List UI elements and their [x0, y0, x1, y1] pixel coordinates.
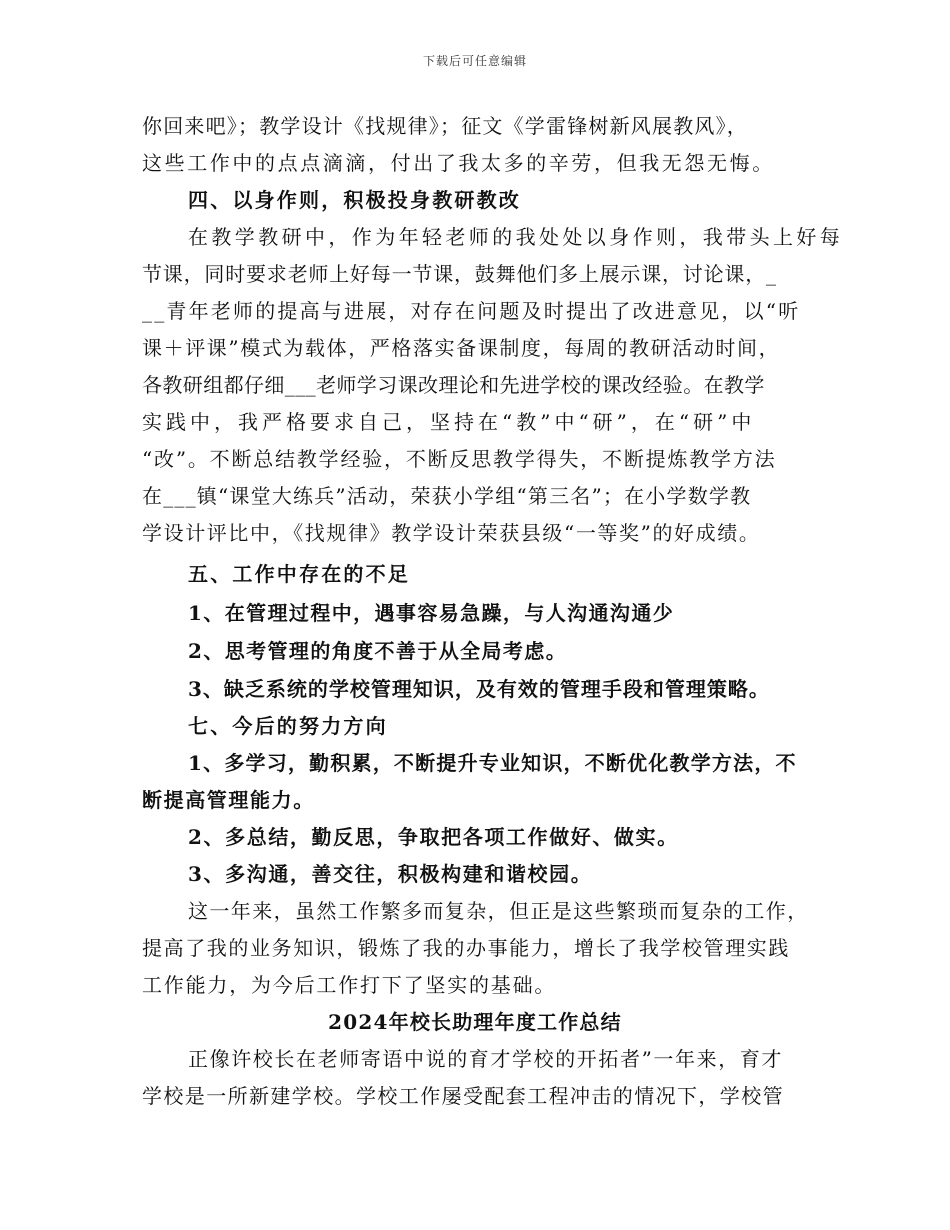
list-item: 3、多沟通，善交往，积极构建和谐校园。 — [188, 862, 593, 886]
page-header: 下载后可任意编辑 — [422, 54, 527, 68]
paragraph-line: 学设计评比中，《找规律》教学设计荣获县级“一等奖”的好成绩。 — [142, 521, 761, 545]
paragraph-line: 实践中，我严格要求自己，坚持在“教”中“研”，在“研”中 — [142, 410, 756, 434]
paragraph-line: 在___镇“课堂大练兵”活动，荣获小学组“第三名”；在小学数学教 — [142, 484, 752, 508]
paragraph-line: 你回来吧》；教学设计《找规律》；征文《学雷锋树新风展教风》， — [142, 114, 748, 138]
section-heading: 四、以身作则，积极投身教研教改 — [188, 188, 521, 212]
paragraph-line: __青年老师的提高与进展，对存在问题及时提出了改进意见，以“听 — [142, 299, 801, 323]
paragraph-line: 学校是一所新建学校。学校工作屡受配套工程冲击的情况下，学校管 — [142, 1084, 784, 1108]
paragraph-line: 这些工作中的点点滴滴，付出了我太多的辛劳，但我无怨无悔。 — [142, 151, 775, 175]
paragraph-line: 正像许校长在老师寄语中说的育才学校的开拓者”一年来，育才 — [188, 1047, 784, 1071]
paragraph-line: 提高了我的业务知识，锻炼了我的办事能力，增长了我学校管理实践 — [142, 936, 790, 960]
list-item: 2、多总结，勤反思，争取把各项工作做好、做实。 — [188, 825, 679, 849]
paragraph-line: “改”。不断总结教学经验，不断反思教学得失，不断提炼教学方法 — [142, 447, 777, 471]
paragraph-line: 节课，同时要求老师上好每一节课，鼓舞他们多上展示课，讨论课，_ — [142, 262, 777, 286]
section-heading: 七、今后的努力方向 — [188, 714, 388, 738]
list-item: 2、思考管理的角度不善于从全局考虑。 — [188, 639, 568, 663]
document-title: 2024年校长助理年度工作总结 — [328, 1010, 622, 1034]
paragraph-line: 工作能力，为今后工作打下了坚实的基础。 — [142, 973, 557, 997]
paragraph-line: 这一年来，虽然工作繁多而复杂，但正是这些繁琐而复杂的工作， — [188, 899, 809, 923]
list-item: 1、在管理过程中，遇事容易急躁，与人沟通沟通少 — [188, 601, 675, 625]
paragraph-line: 课＋评课”模式为载体，严格落实备课制度，每周的教研活动时间， — [142, 336, 781, 360]
list-item: 3、缺乏系统的学校管理知识，及有效的管理手段和管理策略。 — [188, 677, 770, 701]
list-item: 断提高管理能力。 — [142, 788, 315, 812]
section-heading: 五、工作中存在的不足 — [188, 562, 410, 586]
list-item: 1、多学习，勤积累，不断提升专业知识，不断优化教学方法，不 — [188, 751, 797, 775]
paragraph-line: 各教研组都仔细___老师学习课改理论和先进学校的课改经验。在教学 — [142, 373, 765, 397]
paragraph-line: 在教学教研中，作为年轻老师的我处处以身作则，我带头上好每 — [188, 225, 844, 249]
